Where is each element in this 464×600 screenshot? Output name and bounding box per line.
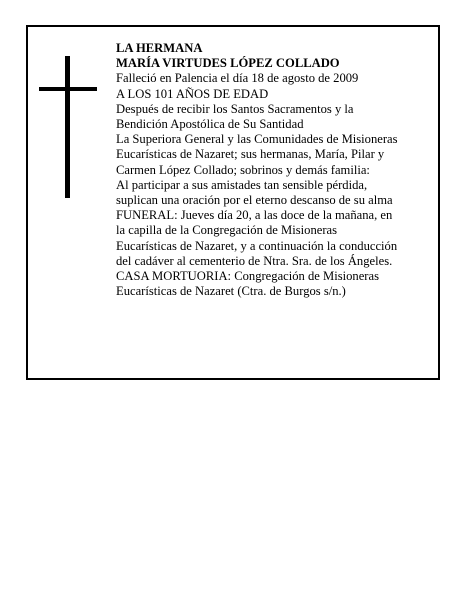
- funeral-line-1: FUNERAL: Jueves día 20, a las doce de la mañana, en: [116, 208, 393, 223]
- mortuary-line-2: Eucarísticas de Nazaret (Ctra. de Burgos s/n.): [116, 284, 346, 299]
- sacraments-line-2: Bendición Apostólica de Su Santidad: [116, 117, 304, 132]
- family-line-2: Eucarísticas de Nazaret; sus hermanas, María, Pilar y: [116, 147, 385, 162]
- obituary-notice: [26, 25, 440, 380]
- funeral-line-2: la capilla de la Congregación de Misioneras: [116, 223, 338, 238]
- age-line: A LOS 101 AÑOS DE EDAD: [116, 86, 269, 101]
- cross-horizontal-bar: [39, 87, 97, 91]
- obituary-text: [116, 41, 436, 299]
- notice-title-line-1: LA HERMANA: [116, 41, 203, 55]
- sacraments-line-1: Después de recibir los Santos Sacramentos y la: [116, 101, 354, 116]
- death-announcement: Falleció en Palencia el día 18 de agosto de 2009: [116, 71, 359, 86]
- family-line-3: Carmen López Collado; sobrinos y demás familia:: [116, 162, 370, 177]
- funeral-line-4: del cadáver al cementerio de Ntra. Sra. de los Ángeles.: [116, 253, 393, 268]
- request-line-2: suplican una oración por el eterno descanso de su alma: [116, 193, 393, 208]
- notice-title-line-2: MARÍA VIRTUDES LÓPEZ COLLADO: [116, 56, 340, 71]
- mortuary-line-1: CASA MORTUORIA: Congregación de Misioneras: [116, 269, 379, 284]
- funeral-line-3: Eucarísticas de Nazaret, y a continuación la conducción: [116, 238, 398, 253]
- cross-vertical-bar: [65, 56, 70, 198]
- family-line-1: La Superiora General y las Comunidades de Misioneras: [116, 132, 398, 147]
- request-line-1: Al participar a sus amistades tan sensible pérdida,: [116, 177, 368, 192]
